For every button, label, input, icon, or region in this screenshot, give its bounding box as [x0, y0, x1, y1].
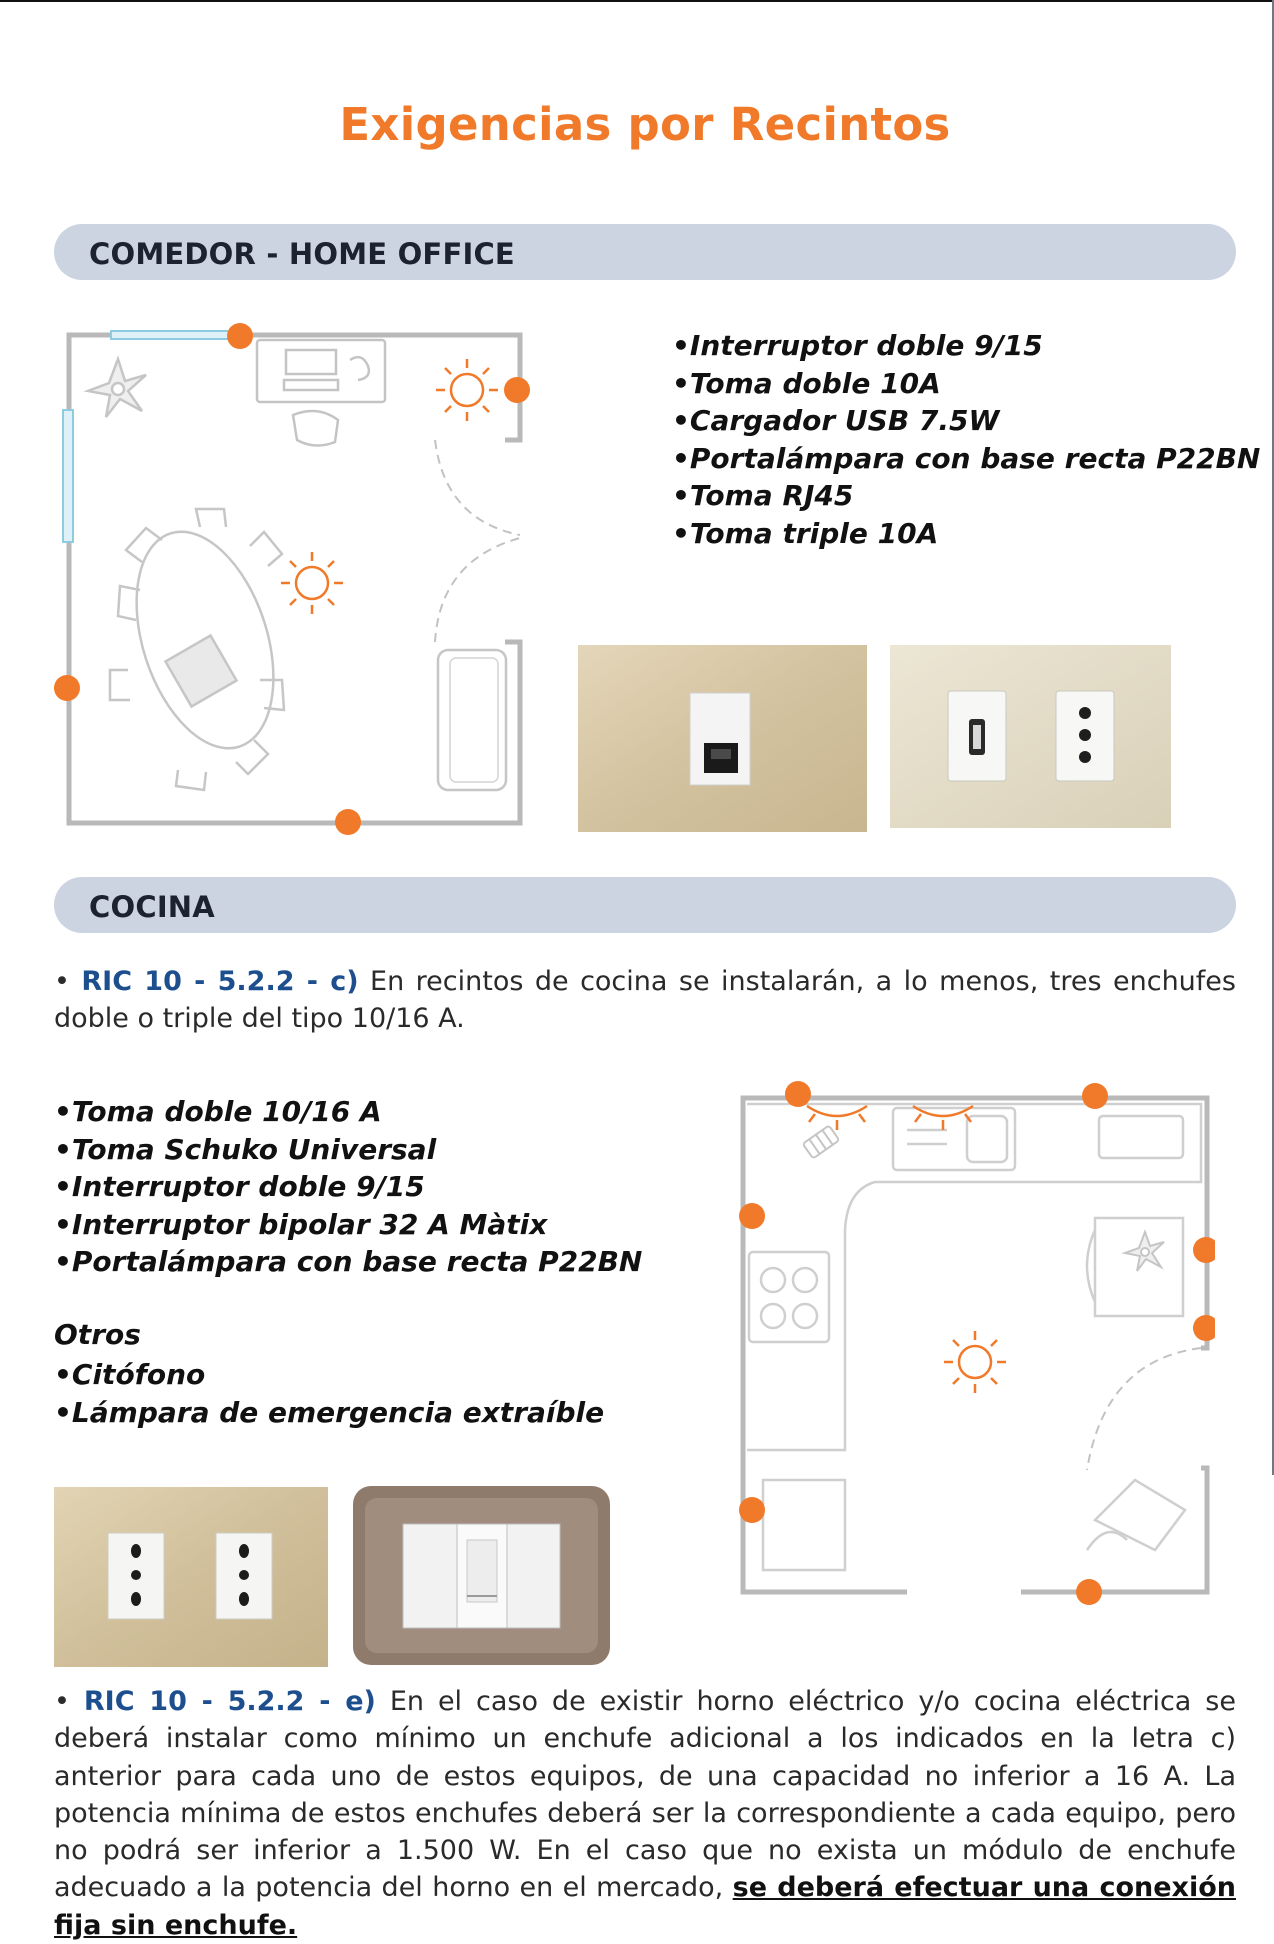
- ric-c-paragraph: • RIC 10 - 5.2.2 - c) En recintos de cocina se instalarán, a lo menos, tres enchufes doble o triple del tipo 10/16 A.: [54, 966, 1236, 1035]
- window-top: [111, 331, 229, 339]
- ric-reference: RIC 10 - 5.2.2 - e): [83, 1686, 376, 1717]
- ric-reference: RIC 10 - 5.2.2 - c): [81, 966, 359, 997]
- list-item: • Toma Schuko Universal: [54, 1131, 642, 1169]
- page-title: Exigencias por Recintos: [339, 98, 951, 151]
- cocina-items-list: [54, 1093, 642, 1281]
- section-title: COCINA: [89, 890, 215, 924]
- list-item: • Portalámpara con base recta P22BN: [54, 1243, 642, 1281]
- list-item: • Toma doble 10A: [672, 365, 1260, 403]
- list-item: • Citófono: [54, 1356, 604, 1394]
- list-item: • Toma triple 10A: [672, 515, 1260, 553]
- section-header-comedor: [54, 224, 1236, 280]
- section-title: COMEDOR - HOME OFFICE: [89, 237, 515, 271]
- sofa: [438, 650, 506, 790]
- door-swing: [1087, 1348, 1201, 1470]
- usb-outlet-photo: [890, 645, 1171, 828]
- list-item: • Interruptor doble 9/15: [54, 1168, 642, 1206]
- list-item: • Lámpara de emergencia extraíble: [54, 1394, 604, 1432]
- list-item: • Interruptor doble 9/15: [672, 327, 1260, 365]
- light-icon: [807, 1106, 973, 1130]
- laundry-appliance: [1087, 1480, 1185, 1550]
- switch-plate-photo: [351, 1484, 612, 1667]
- otros-label: Otros: [54, 1318, 141, 1351]
- section-header-cocina: [54, 877, 1236, 933]
- comedor-floor-plan: [50, 320, 540, 835]
- dining-table: [110, 509, 299, 790]
- cooktop-hood: [1099, 1116, 1183, 1158]
- ric-emphasis: se deberá efectuar una conexión fija sin enchufe.: [54, 1872, 1236, 1941]
- extractor-icon: [1125, 1232, 1164, 1271]
- cabinet-right: [1087, 1218, 1183, 1316]
- comedor-items-list: [672, 327, 1260, 553]
- desk: [257, 340, 385, 446]
- top-border: [0, 0, 1274, 2]
- fan-icon: [88, 359, 146, 417]
- light-icon: [944, 1331, 1006, 1393]
- list-item: • Toma RJ45: [672, 477, 1260, 515]
- cocina-floor-plan: [735, 1080, 1215, 1608]
- sink: [893, 1108, 1015, 1170]
- wall-bottom: [69, 525, 520, 823]
- ric-text: En el caso de existir horno eléctrico y/o cocina eléctrica se deberá instalar como mínimo un enchufe adicional a los indicados en la letra c) anterior para cada uno de estos equipos, de una capacidad no inferior a 16 A. La potencia mínima de estos enchufes deberá ser la correspondiente a cada equipo, pero no podrá ser inferior a 1.500 W. En el caso que no exista un módulo de enchufe adecuado a la potencia del horno en el mercado,: [54, 1686, 1236, 1904]
- list-item: • Portalámpara con base recta P22BN: [672, 440, 1260, 478]
- ric-e-paragraph: • RIC 10 - 5.2.2 - e) En el caso de existir horno eléctrico y/o cocina eléctrica se deberá instalar como mínimo un enchufe adicional a los indicados en la letra c) anterior para cada uno de estos equipos, de una capacidad no inferior a 16 A. La potencia mínima de estos enchufes deberá ser la correspondiente a cada equipo, pero no podrá ser inferior a 1.500 W. En el caso que no exista un módulo de enchufe adecuado a la potencia del horno en el mercado, se deberá efectuar una conexión fija sin enchufe.: [54, 1686, 1236, 1941]
- door-swing: [435, 440, 520, 642]
- list-item: • Toma doble 10/16 A: [54, 1093, 642, 1131]
- otros-items-list: [54, 1356, 604, 1431]
- light-icon: [281, 552, 343, 614]
- emergency-lamp-icon: [803, 1125, 840, 1158]
- stove: [749, 1252, 829, 1342]
- list-item: • Cargador USB 7.5W: [672, 402, 1260, 440]
- list-item: • Interruptor bipolar 32 A Màtix: [54, 1206, 642, 1244]
- rj45-outlet-photo: [578, 645, 867, 832]
- light-icon: [436, 359, 498, 421]
- ric-text: En recintos de cocina se instalarán, a lo menos, tres enchufes doble o triple del tipo 10/16 A.: [54, 966, 1236, 1035]
- schuko-outlet-photo: [54, 1487, 328, 1667]
- window-left: [63, 410, 73, 542]
